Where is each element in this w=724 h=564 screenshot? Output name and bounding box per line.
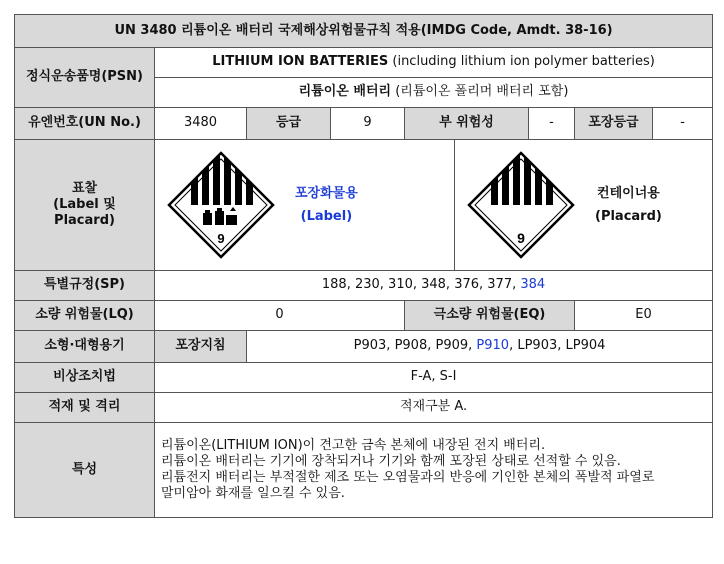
placard-cell — [455, 140, 713, 271]
class-label: 등급 — [247, 108, 331, 140]
packaging-row — [15, 331, 713, 363]
psn-row-en — [15, 48, 713, 78]
un-label: 유엔번호(UN No.) — [15, 108, 155, 140]
pg-value: - — [653, 108, 713, 140]
imdg-spec-sheet — [14, 14, 712, 550]
features-line: 리튬이온 배터리는 기기에 장착되거나 기기와 함께 포장된 상태로 선적할 수 있음. — [161, 453, 621, 469]
imdg-spec-table — [14, 14, 713, 518]
sp-row — [15, 271, 713, 301]
label-header — [15, 140, 155, 271]
ems-value: F-A, S-I — [155, 363, 713, 393]
features-line: 말미암아 화재를 일으킬 수 있음. — [161, 486, 345, 502]
placard-caption — [595, 182, 662, 229]
package-caption-line2: (Label) — [300, 209, 353, 224]
package-caption-line1: 포장화물용 — [295, 185, 358, 201]
lq-value: 0 — [155, 301, 405, 331]
packing-values-after: , LP903, LP904 — [509, 338, 606, 354]
psn-label: 정식운송품명(PSN) — [15, 48, 155, 108]
lq-label: 소량 위험물(LQ) — [15, 301, 155, 331]
package-label-cell — [155, 140, 455, 271]
sub-risk-label: 부 위험성 — [405, 108, 529, 140]
title-row — [15, 15, 713, 48]
packing-instruction-label: 포장지침 — [155, 331, 247, 363]
label-header-line3: Placard) — [54, 213, 115, 229]
sp-label: 특별규정(SP) — [15, 271, 155, 301]
stowage-row — [15, 393, 713, 423]
stowage-label: 적재 및 격리 — [15, 393, 155, 423]
class-value: 9 — [331, 108, 405, 140]
psn-en — [155, 48, 713, 78]
packaging-label: 소형·대형용기 — [15, 331, 155, 363]
pg-label: 포장등급 — [575, 108, 653, 140]
label-row — [15, 140, 713, 271]
class9-lithium-label-icon — [165, 149, 277, 261]
lq-row — [15, 301, 713, 331]
psn-ko-name: 리튬이온 배터리 — [298, 84, 392, 100]
package-label-number: 9 — [217, 231, 225, 246]
class9-placard-icon — [465, 149, 577, 261]
psn-en-note: (including lithium ion polymer batteries) — [388, 54, 655, 70]
placard-caption-line1: 컨테이너용 — [597, 185, 660, 201]
placard-caption-line2: (Placard) — [595, 209, 662, 224]
ems-row — [15, 363, 713, 393]
features-label: 특성 — [15, 423, 155, 518]
features-row — [15, 423, 713, 518]
sp-highlight: 384 — [520, 277, 546, 293]
psn-ko — [155, 78, 713, 108]
psn-en-name: LITHIUM ION BATTERIES — [212, 54, 389, 70]
sp-values — [155, 271, 713, 301]
label-header-line1: 표찰 — [71, 180, 98, 196]
package-label-caption — [295, 182, 358, 229]
placard-number: 9 — [517, 230, 525, 246]
un-row — [15, 108, 713, 140]
eq-value: E0 — [575, 301, 713, 331]
packing-values-before: P903, P908, P909, — [353, 338, 477, 354]
features-line: 리튬전지 배터리는 부적절한 제조 또는 오염물과의 반응에 기인한 본체의 폭발적 파열로 — [161, 470, 655, 485]
packing-instruction-values — [247, 331, 713, 363]
label-header-line2: (Label 및 — [53, 196, 116, 212]
features-text — [155, 423, 713, 518]
table-title: UN 3480 리튬이온 배터리 국제해상위험물규칙 적용(IMDG Code, Amdt. 38-16) — [15, 15, 713, 48]
sp-values-text: 188, 230, 310, 348, 376, 377, — [321, 277, 521, 293]
packing-highlight: P910 — [476, 338, 510, 354]
eq-label: 극소량 위험물(EQ) — [405, 301, 575, 331]
ems-label: 비상조치법 — [15, 363, 155, 393]
sub-risk-value: - — [529, 108, 575, 140]
psn-ko-note: (리튬이온 폴리머 배터리 포함) — [391, 84, 569, 100]
stowage-value: 적재구분 A. — [155, 393, 713, 423]
un-value: 3480 — [155, 108, 247, 140]
features-line: 리튬이온(LITHIUM ION)이 견고한 금속 본체에 내장된 전지 배터리. — [161, 437, 546, 453]
